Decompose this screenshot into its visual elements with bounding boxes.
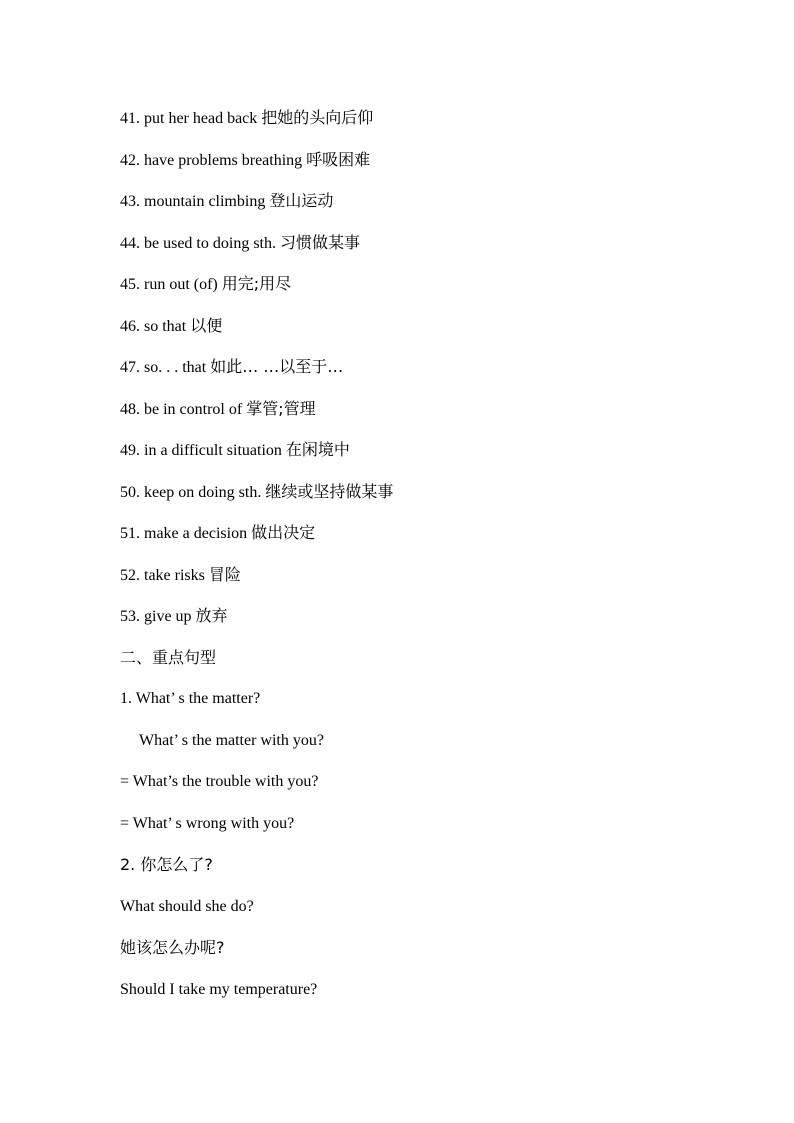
phrase-zh: 用完;用尽 (221, 274, 292, 293)
phrase-line (120, 270, 680, 312)
phrase-en: 46. so that (120, 317, 191, 335)
phrase-zh: 登山运动 (269, 191, 334, 210)
sentence-line: 2. 你怎么了? (120, 855, 213, 874)
phrase-zh: 掌管;管理 (246, 398, 316, 418)
phrase-zh: 继续或坚持做某事 (265, 481, 394, 501)
sentence-line: What should she do? (120, 897, 254, 915)
sentence-line: Should I take my temperature? (120, 980, 318, 998)
phrase-line (120, 478, 680, 520)
phrase-zh: 呼吸困难 (306, 149, 371, 169)
phrase-en: 45. run out (of) (120, 276, 222, 293)
phrase-line (120, 353, 680, 395)
phrase-line (120, 436, 680, 478)
phrase-en: 53. give up (120, 608, 196, 625)
sentence-line: 1. What’ s the matter? (120, 690, 261, 707)
phrase-line (120, 561, 680, 603)
phrase-en: 41. put her head back (120, 110, 262, 127)
phrase-en: 43. mountain climbing (120, 193, 270, 210)
phrase-en: 51. make a decision (120, 525, 252, 542)
sentence-line: = What’s the trouble with you? (120, 773, 319, 790)
phrase-line (120, 187, 680, 229)
phrase-en: 42. have problems breathing (120, 151, 307, 169)
phrase-en: 52. take risks (120, 566, 209, 584)
phrase-zh: 做出决定 (251, 523, 316, 542)
section-heading: 二、重点句型 (120, 647, 217, 667)
phrase-en: 44. be used to doing sth. (120, 234, 280, 252)
phrase-zh: 把她的头向后仰 (261, 108, 374, 127)
phrase-line (120, 519, 680, 561)
sentence-line: What’ s the matter with you? (139, 731, 324, 749)
phrase-zh: 习惯做某事 (280, 232, 361, 252)
phrase-zh: 在闲境中 (285, 440, 350, 459)
phrase-en: 50. keep on doing sth. (120, 483, 266, 501)
phrase-zh: 如此… …以至于… (210, 357, 344, 376)
phrase-line (120, 312, 680, 354)
sentence-line: 她该怎么办呢? (120, 938, 225, 957)
phrase-line (120, 104, 680, 146)
phrase-zh: 放弃 (195, 606, 228, 625)
sentence-line: = What’ s wrong with you? (120, 814, 295, 832)
phrase-line (120, 395, 680, 437)
document-content (120, 104, 680, 1017)
phrase-zh: 以便 (190, 315, 223, 335)
phrase-en: 49. in a difficult situation (120, 442, 286, 459)
phrase-line (120, 602, 680, 644)
phrase-zh: 冒险 (208, 564, 241, 584)
phrase-line (120, 229, 680, 271)
phrase-en: 48. be in control of (120, 400, 247, 418)
phrase-line (120, 146, 680, 188)
phrase-en: 47. so. . . that (120, 359, 211, 376)
